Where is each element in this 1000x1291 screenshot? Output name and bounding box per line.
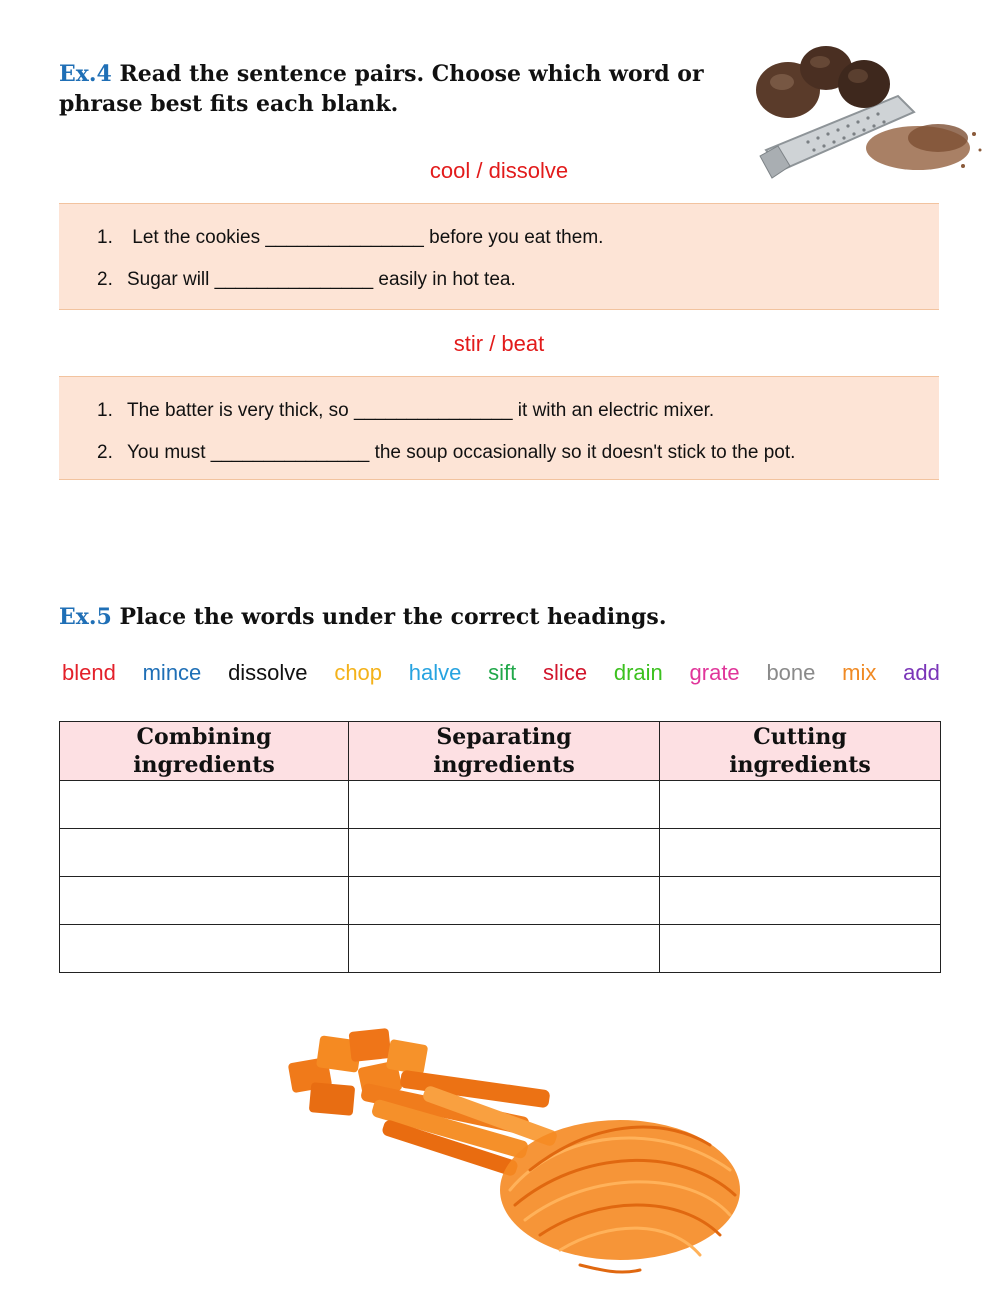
word-bank (62, 660, 940, 686)
word-blend[interactable]: blend (62, 660, 116, 685)
sentence-number: 1. (97, 227, 113, 248)
ex5-title (59, 602, 959, 632)
pair1-sentence-2 (97, 269, 516, 291)
drop-cell-cutting[interactable] (660, 781, 941, 829)
drop-cell-cutting[interactable] (660, 829, 941, 877)
header-line: Combining (136, 724, 272, 750)
word-slice[interactable]: slice (543, 660, 588, 685)
header-line: Cutting (753, 724, 847, 750)
drop-cell-cutting[interactable] (660, 925, 941, 973)
header-separating (349, 722, 660, 781)
header-cutting (660, 722, 941, 781)
ex4-number: Ex.4 (59, 61, 112, 87)
drop-cell-combining[interactable] (60, 781, 349, 829)
drop-cell-combining[interactable] (60, 829, 349, 877)
ex4-instruction: Read the sentence pairs. Choose which word or phrase best fits each blank. (59, 61, 704, 117)
word-add[interactable]: add (903, 660, 940, 685)
sentence-text: The batter is very thick, so _______________ it with an electric mixer. (127, 400, 715, 421)
word-chop[interactable]: chop (334, 660, 383, 685)
pair2-sentence-box (59, 376, 939, 480)
pair1-sentence-box (59, 203, 939, 310)
sentence-number: 2. (97, 269, 113, 290)
ex4-title (59, 59, 739, 119)
table-row (60, 829, 941, 877)
table-row (60, 925, 941, 973)
drop-cell-separating[interactable] (349, 781, 660, 829)
word-mix[interactable]: mix (842, 660, 877, 685)
header-line: Separating (436, 724, 572, 750)
shredded-carrot-icon (500, 1120, 740, 1272)
sentence-text: Sugar will _______________ easily in hot tea. (127, 269, 516, 290)
pair1-sentence-1 (97, 227, 603, 249)
drop-cell-separating[interactable] (349, 829, 660, 877)
table-row (60, 877, 941, 925)
nutmeg-icon (756, 46, 890, 118)
pair1-word-options: cool / dissolve (429, 158, 569, 183)
word-grate[interactable]: grate (689, 660, 740, 685)
sentence-number: 2. (97, 442, 113, 463)
word-dissolve[interactable]: dissolve (228, 660, 308, 685)
drop-cell-combining[interactable] (60, 877, 349, 925)
sentence-number: 1. (97, 400, 113, 421)
table-row (60, 781, 941, 829)
word-sift[interactable]: sift (488, 660, 517, 685)
sentence-text: Let the cookies _______________ before you eat them. (127, 227, 604, 248)
header-combining (60, 722, 349, 781)
drop-cell-separating[interactable] (349, 877, 660, 925)
pair2-sentence-2 (97, 442, 795, 464)
word-bone[interactable]: bone (766, 660, 816, 685)
drop-cell-combining[interactable] (60, 925, 349, 973)
carrots-image (280, 1020, 750, 1280)
drop-cell-separating[interactable] (349, 925, 660, 973)
word-drain[interactable]: drain (613, 660, 663, 685)
ex5-instruction: Place the words under the correct headings. (111, 604, 667, 630)
header-line: ingredients (433, 752, 575, 778)
sorting-table (59, 721, 941, 973)
word-halve[interactable]: halve (408, 660, 462, 685)
sentence-text: You must _______________ the soup occasionally so it doesn't stick to the pot. (127, 442, 796, 463)
drop-cell-cutting[interactable] (660, 877, 941, 925)
ex5-number: Ex.5 (59, 604, 112, 630)
table-header-row (60, 722, 941, 781)
header-line: ingredients (729, 752, 871, 778)
word-mince[interactable]: mince (142, 660, 202, 685)
pair2-sentence-1 (97, 400, 714, 422)
header-line: ingredients (133, 752, 275, 778)
pair2-word-options: stir / beat (453, 331, 545, 356)
